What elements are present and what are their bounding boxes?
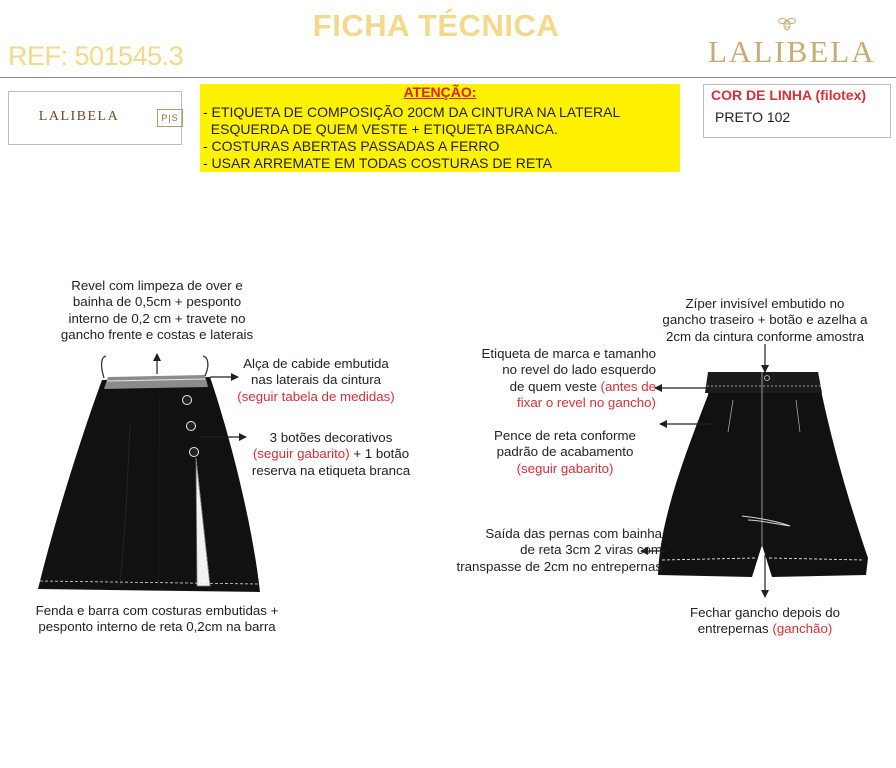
attention-line: - USAR ARREMATE EM TODAS COSTURAS DE RETA xyxy=(203,155,553,171)
reference-code: REF: 501545.3 xyxy=(8,41,184,71)
note-alca-cabide: Alça de cabide embutida nas laterais da cintura (seguir tabela de medidas) xyxy=(237,356,395,404)
attention-line: ESQUERDA DE QUEM VESTE + ETIQUETA BRANCA. xyxy=(203,121,558,137)
note-etiqueta: Etiqueta de marca e tamanho no revel do lado esquerdo de quem veste (antes de fixar o revel no gancho) xyxy=(481,346,656,411)
note-pence: Pence de reta conforme padrão de acabamento (seguir gabarito) xyxy=(494,428,636,476)
thread-color-value: PRETO 102 xyxy=(715,109,791,125)
note-botoes: 3 botões decorativos (seguir gabarito) + 1 botão reserva na etiqueta branca xyxy=(251,430,411,478)
back-shorts-drawing xyxy=(658,372,868,577)
note-fechar-gancho: Fechar gancho depois do entrepernas (ganchão) xyxy=(689,605,841,637)
attention-heading: ATENÇÃO: xyxy=(403,84,477,100)
note-saida-pernas: Saída das pernas com bainha de reta 3cm 2 viras com transpasse de 2cm no entrepernas xyxy=(456,526,662,574)
attention-line: - COSTURAS ABERTAS PASSADAS A FERRO xyxy=(203,138,500,154)
page-title: FICHA TÉCNICA xyxy=(312,8,560,43)
note-fenda: Fenda e barra com costuras embutidas + pesponto interno de reta 0,2cm na barra xyxy=(35,603,279,635)
brand-logo: LALIBELA xyxy=(708,34,876,69)
note-ziper: Zíper invisível embutido no gancho traseiro + botão e azelha a 2cm da cintura conforme amostra xyxy=(662,296,868,344)
attention-line: - ETIQUETA DE COMPOSIÇÃO 20CM DA CINTURA NA LATERAL xyxy=(203,104,621,120)
label-size: P|S xyxy=(157,109,183,127)
label-brand: LALIBELA xyxy=(38,109,120,124)
note-revel: Revel com limpeza de over e bainha de 0,5cm + pesponto interno de 0,2 cm + travete no gancho frente e costas e laterais xyxy=(60,278,254,343)
thread-color-label: COR DE LINHA (filotex) xyxy=(711,87,867,103)
